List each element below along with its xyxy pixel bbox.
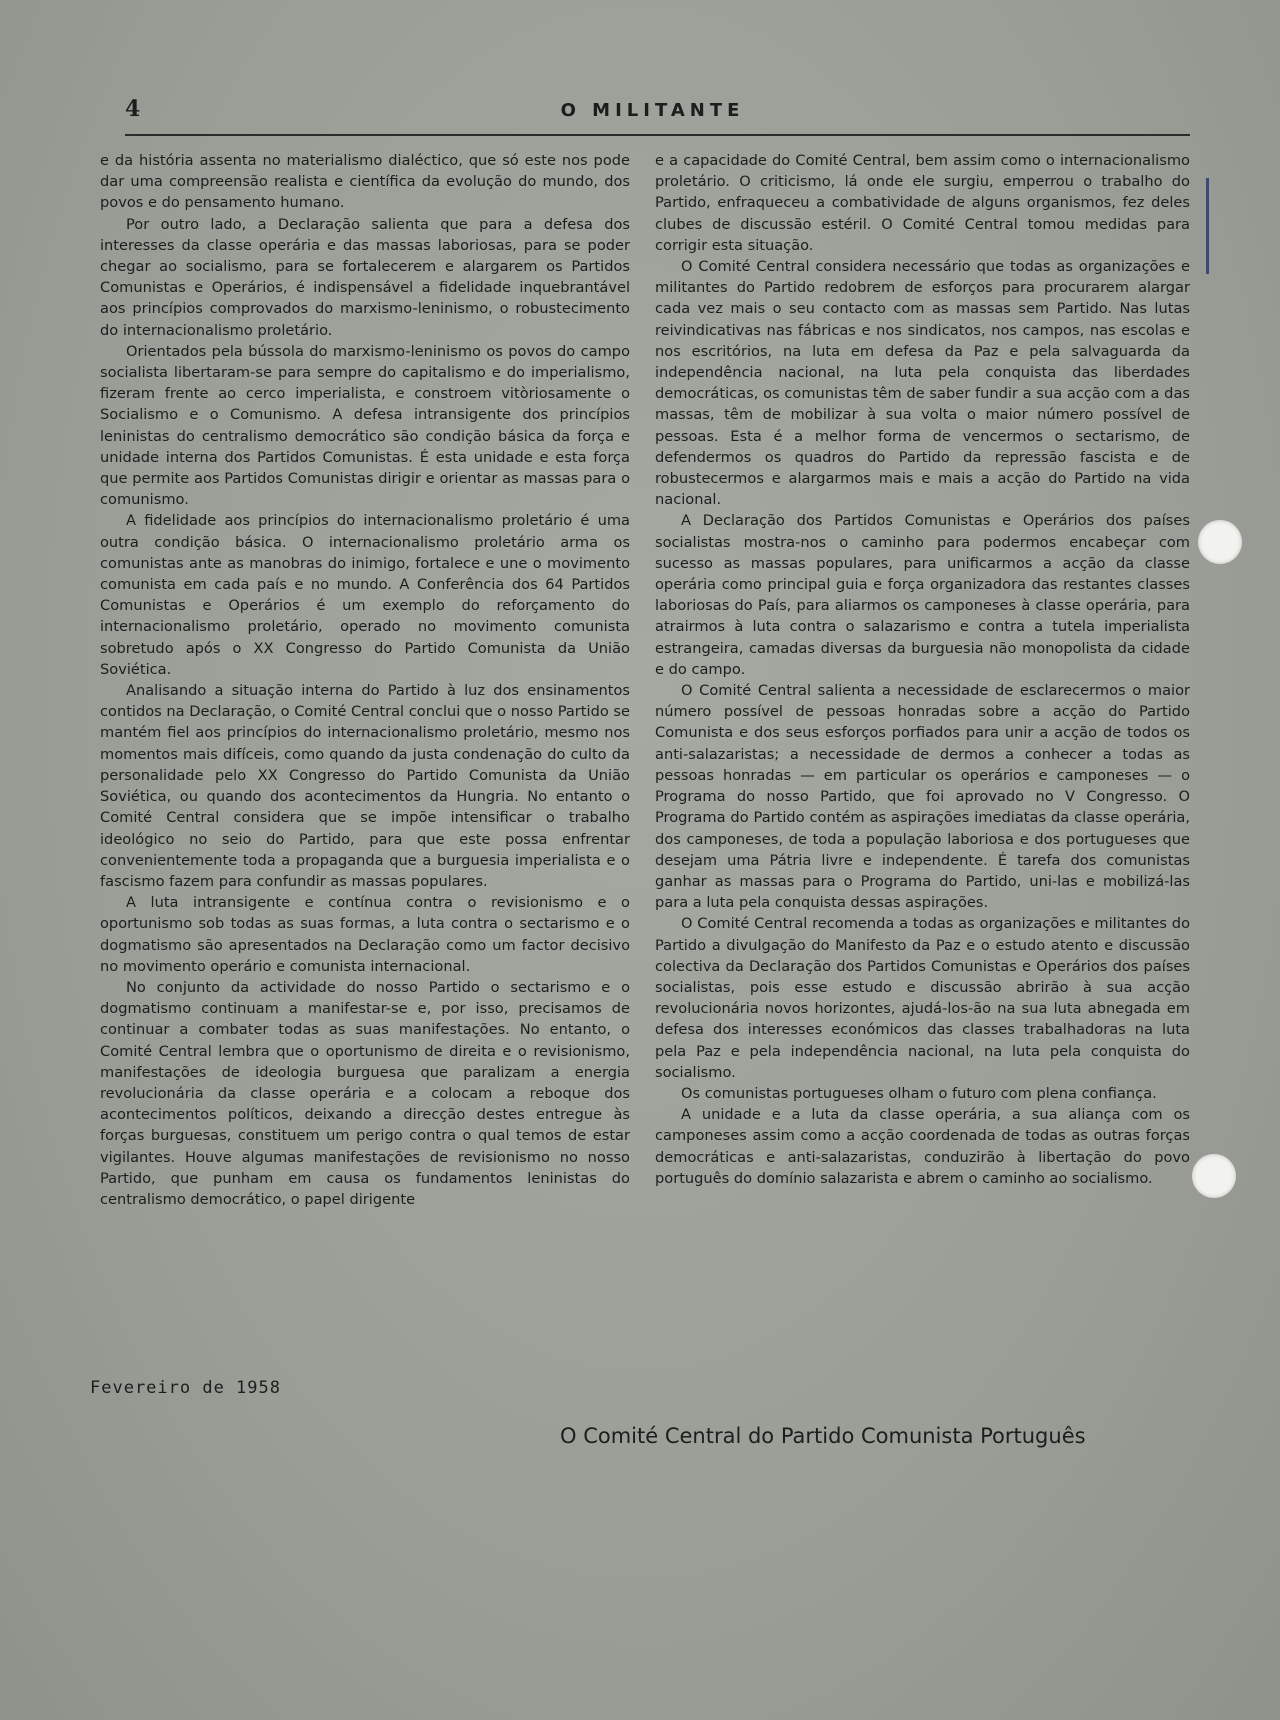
paragraph: e a capacidade do Comité Central, bem assim como o internacionalismo proletário. O criticismo, lá onde ele surgiu, emperrou o trabalho do Partido, enfraqueceu a combatividade de alguns organismos, fez deles clubes de discussão estéril. O Comité Central tomou medidas para corrigir esta situação.	[655, 152, 1190, 254]
signature-line: O Comité Central do Partido Comunista Português	[560, 1424, 1086, 1448]
header-rule	[125, 134, 1190, 136]
left-column	[100, 150, 630, 1210]
paragraph: Por outro lado, a Declaração salienta que para a defesa dos interesses da classe operária e das massas laboriosas, para se poder chegar ao socialismo, para se fortalecerem e alargarem os Partidos Comunistas e Operários, é indispensável a fidelidade inquebrantável aos princípios comprovados do marxismo-leninismo, o robustecimento do internacionalismo proletário.	[100, 215, 630, 339]
right-column	[655, 150, 1190, 1189]
paragraph: A unidade e a luta da classe operária, a sua aliança com os camponeses assim como a acção coordenada de todas as outras forças democráticas e anti-salazaristas, conduzirão à libertação do povo português do domínio salazarista e abrem o caminho ao socialismo.	[655, 1106, 1190, 1187]
document-date: Fevereiro de 1958	[90, 1378, 281, 1398]
punch-hole	[1198, 520, 1242, 564]
margin-pen-mark	[1206, 178, 1209, 274]
newspaper-title: O MILITANTE	[560, 100, 745, 121]
punch-hole	[1192, 1154, 1236, 1198]
paragraph: O Comité Central recomenda a todas as organizações e militantes do Partido a divulgação do Manifesto da Paz e o estudo atento e discussão colectiva da Declaração dos Partidos Comunistas e Operários dos países socialistas, pois esse estudo e discussão abrirão à sua acção revolucionária novos horizontes, ajudá-los-ão na sua luta abnegada em defesa dos interesses económicos das classes trabalhadoras na luta pela Paz e pela independência nacional, na luta pela conquista do socialismo.	[655, 915, 1190, 1081]
page-header	[115, 96, 1190, 136]
paragraph: O Comité Central salienta a necessidade de esclarecermos o maior número possível de pessoas honradas sobre a acção do Partido Comunista e dos seus esforços porfiados para unir a acção de todos os anti-salazaristas; a necessidade de dermos a conhecer a todas as pessoas honradas — em particular os operários e camponeses — o Programa do nosso Partido, que foi aprovado no V Congresso. O Programa do Partido contém as aspirações imediatas da classe operária, dos camponeses, de toda a população laboriosa e dos portugueses que desejam uma Pátria livre e independente. É tarefa dos comunistas ganhar as massas para o Programa do Partido, uni-las e mobilizá-las para a luta pela conquista dessas aspirações.	[655, 682, 1190, 912]
paragraph: O Comité Central considera necessário que todas as organizações e militantes do Partido redobrem de esforços para procurarem alargar cada vez mais o seu contacto com as massas sem Partido. Nas lutas reivindicativas nas fábricas e nos sindicatos, nos campos, nas escolas e nos escritórios, na luta em defesa da Paz e pela salvaguarda da independência nacional, na luta pela conquista das liberdades democráticas, os comunistas têm de saber fundir a sua acção com a das massas, têm de mobilizar à sua volta o maior número possível de pessoas. Esta é a melhor forma de vencermos o sectarismo, de defendermos os quadros do Partido da repressão fascista e de robustecermos e alargarmos mais e mais a acção do Partido na vida nacional.	[655, 258, 1190, 509]
paragraph: Analisando a situação interna do Partido à luz dos ensinamentos contidos na Declaração, o Comité Central conclui que o nosso Partido se mantém fiel aos princípios do internacionalismo proletário, mesmo nos momentos mais difíceis, como quando da justa condenação do culto da personalidade pelo XX Congresso do Partido Comunista da União Soviética, ou quando dos acontecimentos da Hungria. No entanto o Comité Central considera que se impõe intensificar o trabalho ideológico no seio do Partido, para que este possa enfrentar convenientemente toda a propaganda que a burguesia imperialista e o fascismo fazem para confundir as massas populares.	[100, 682, 630, 890]
paragraph: A fidelidade aos princípios do internacionalismo proletário é uma outra condição básica. O internacionalismo proletário arma os comunistas ante as manobras do inimigo, fortalece e une o movimento comunista em cada país e no mundo. A Conferência dos 64 Partidos Comunistas e Operários é um exemplo do reforçamento do internacionalismo proletário, operado no movimento comunista sobretudo após o XX Congresso do Partido Comunista da União Soviética.	[100, 512, 630, 678]
paragraph: Os comunistas portugueses olham o futuro com plena confiança.	[681, 1084, 1157, 1102]
paragraph: No conjunto da actividade do nosso Partido o sectarismo e o dogmatismo continuam a manifestar-se e, por isso, precisamos de continuar a combater todas as suas manifestações. No entanto, o Comité Central lembra que o oportunismo de direita e o revisionismo, manifestações de ideologia burguesa que paralizam a energia revolucionária da classe operária e a colocam a reboque dos acontecimentos políticos, deixando a direcção destes entregue às forças burguesas, constituem um perigo contra o qual temos de estar vigilantes. Houve algumas manifestações de revisionismo no nosso Partido, que punham em causa os fundamentos leninistas do centralismo democrático, o papel dirigente	[100, 978, 630, 1208]
page-number: 4	[125, 96, 141, 122]
paragraph: A luta intransigente e contínua contra o revisionismo e o oportunismo sob todas as suas formas, a luta contra o sectarismo e o dogmatismo são apresentados na Declaração como um factor decisivo no movimento operário e comunista internacional.	[100, 894, 630, 975]
paragraph: e da história assenta no materialismo dialéctico, que só este nos pode dar uma compreensão realista e científica da evolução do mundo, dos povos e do pensamento humano.	[100, 152, 630, 212]
paragraph: A Declaração dos Partidos Comunistas e Operários dos países socialistas mostra-nos o caminho para podermos encabeçar com sucesso as massas populares, para unificarmos a acção da classe operária como principal guia e força organizadora das restantes classes laboriosas do País, para aliarmos os camponeses à classe operária, para atrairmos à luta contra o salazarismo e contra a tutela imperialista estrangeira, camadas diversas da burguesia não monopolista da cidade e do campo.	[655, 512, 1190, 678]
paragraph: Orientados pela bússola do marxismo-leninismo os povos do campo socialista libertaram-se para sempre do capitalismo e do imperialismo, fizeram frente ao cerco imperialista, e constroem vitòriosamente o Socialismo e o Comunismo. A defesa intransigente dos princípios leninistas do centralismo democrático são condição básica da força e unidade interna dos Partidos Comunistas. É esta unidade e esta força que permite aos Partidos Comunistas dirigir e orientar as massas para o comunismo.	[100, 342, 630, 509]
